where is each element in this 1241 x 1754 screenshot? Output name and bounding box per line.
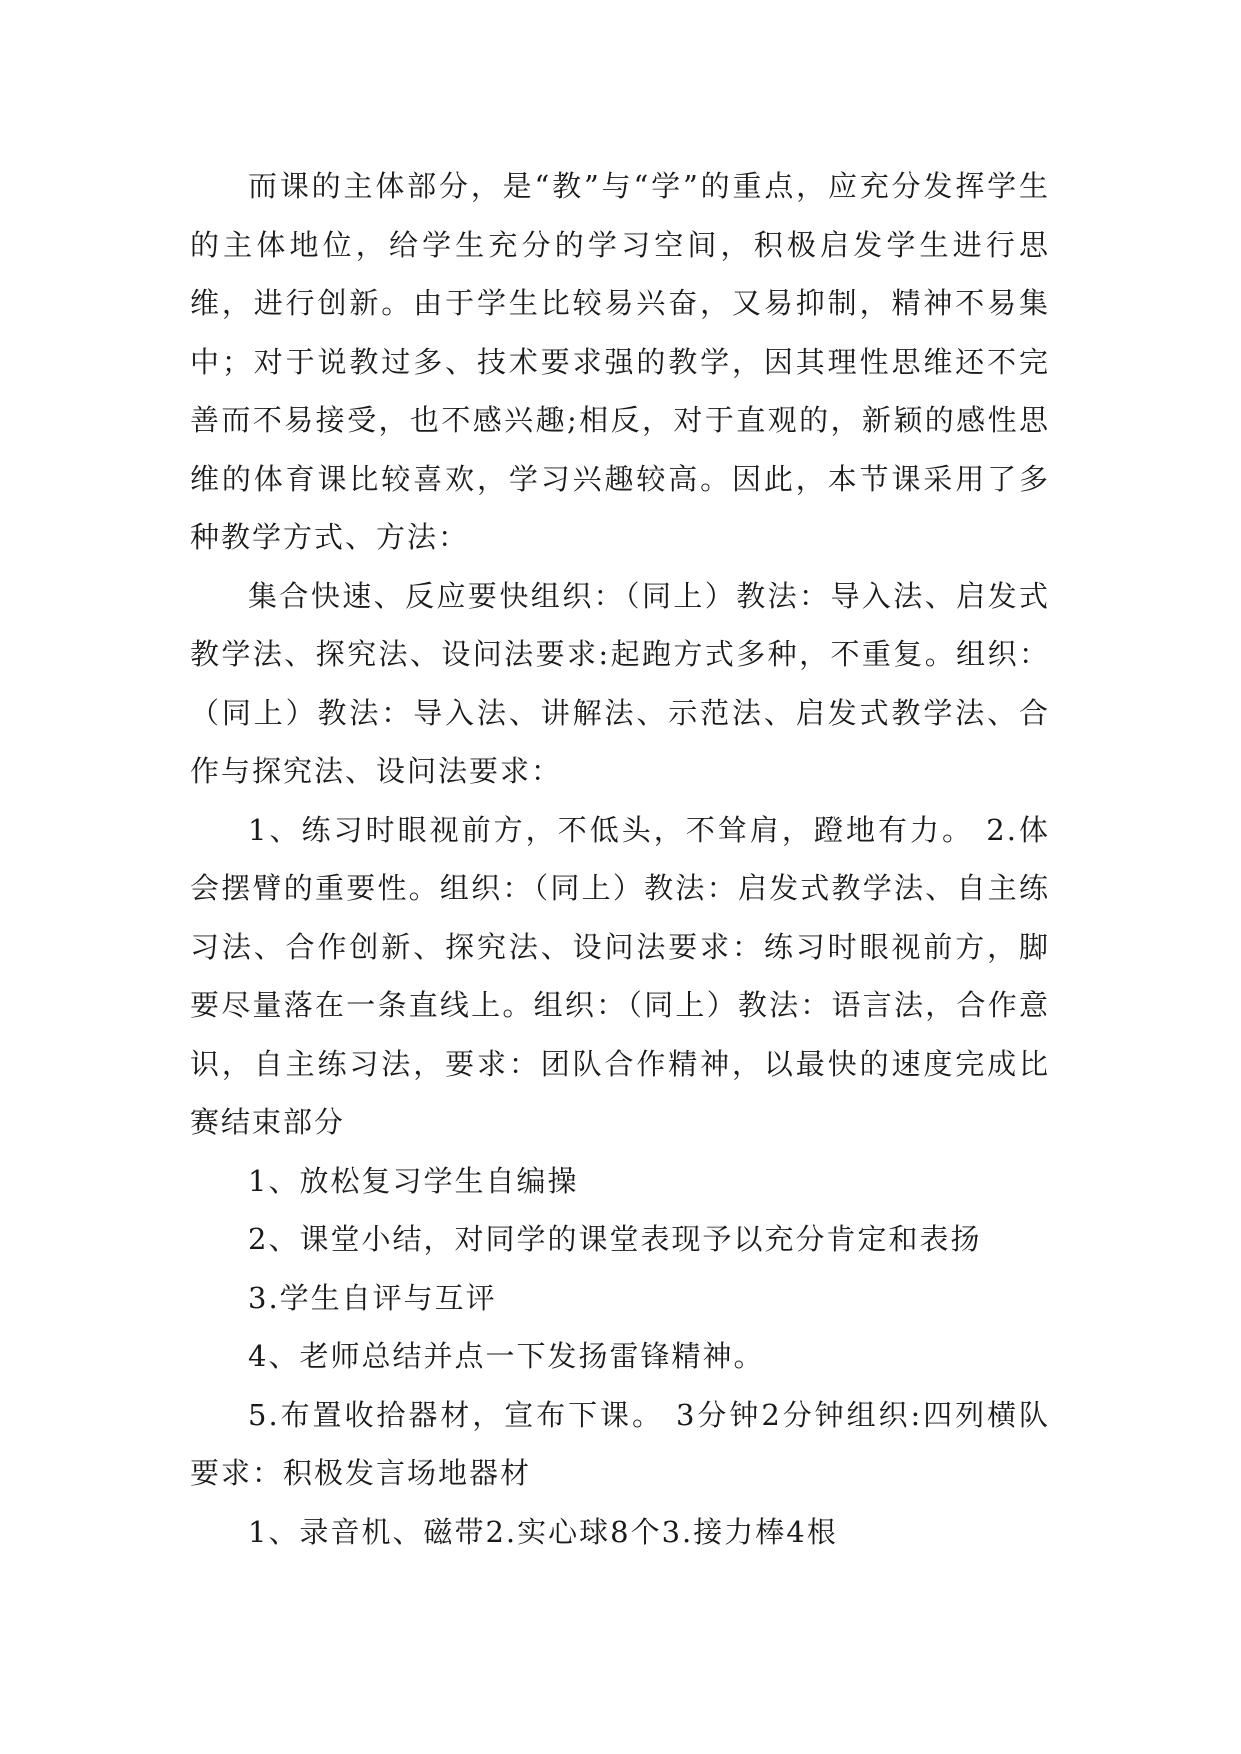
- list-item-self-evaluation: 3.学生自评与互评: [248, 1280, 497, 1315]
- paragraph-practice-requirements: 1、练习时眼视前方，不低头，不耸肩，蹬地有力。 2.体会摆臂的重要性。组织：（同上）教法：启发式教学法、自主练习法、合作创新、探究法、设问法要求：练习时眼视前方，脚要尽量落在一条直线上。组织：（同上）教法：语言法，合作意识，自主练习法，要求：团队合作精神，以最快的速度完成比赛结束部分: [190, 812, 1050, 1139]
- list-item-equipment: 1、录音机、磁带2.实心球8个3.接力棒4根: [248, 1514, 838, 1549]
- list-item-dismissal: 5.布置收拾器材，宣布下课。 3分钟2分钟组织:四列横队要求：积极发言场地器材: [190, 1397, 1050, 1490]
- document-body: [190, 157, 1050, 1561]
- list-item-class-summary: 2、课堂小结，对同学的课堂表现予以充分肯定和表扬: [248, 1222, 982, 1256]
- paragraph-main-teaching: 而课的主体部分，是“教”与“学”的重点，应充分发挥学生的主体地位，给学生充分的学习空间，积极启发学生进行思维，进行创新。由于学生比较易兴奋，又易抑制，精神不易集中；对于说教过多、技术要求强的教学，因其理性思维还不完善而不易接受，也不感兴趣;相反，对于直观的，新颖的感性思维的体育课比较喜欢，学习兴趣较高。因此，本节课采用了多种教学方式、方法：: [190, 169, 1050, 554]
- list-item-relaxation: 1、放松复习学生自编操: [248, 1163, 579, 1198]
- paragraph-assembly-methods: 集合快速、反应要快组织：（同上）教法：导入法、启发式教学法、探究法、设问法要求:起跑方式多种，不重复。组织：（同上）教法：导入法、讲解法、示范法、启发式教学法、合作与探究法、设问法要求：: [190, 578, 1050, 788]
- list-item-teacher-summary: 4、老师总结并点一下发扬雷锋精神。: [248, 1339, 765, 1373]
